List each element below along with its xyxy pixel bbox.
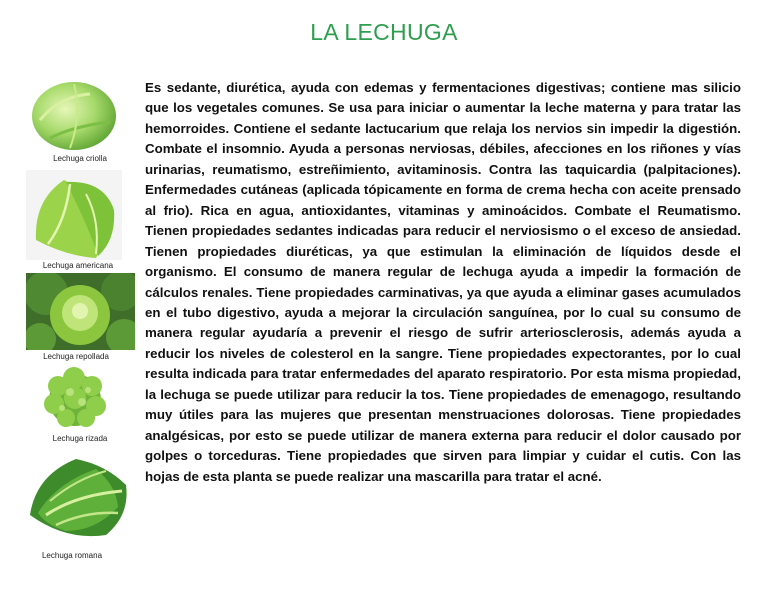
iceberg-lettuce-icon	[30, 76, 118, 152]
romaine-lettuce-icon	[26, 455, 132, 541]
butterhead-lettuce-icon	[26, 273, 135, 350]
lettuce-gallery	[0, 0, 140, 594]
curly-lettuce-icon	[40, 364, 110, 430]
caption-repollada: Lechuga repollada	[43, 352, 109, 361]
caption-romana: Lechuga romana	[41, 551, 103, 560]
body-paragraph: Es sedante, diurética, ayuda con edemas y fermentaciones digestivas; contiene mas silicio que los vegetales comunes. Se usa para iniciar o aumentar la leche materna y para tratar las hemorroides. Contiene el sedante lactucarium que relaja los nervios sin impedir la digestión. Combate el insomnio. Ayuda a personas nerviosas, débiles, afecciones en los riñones y vías urinarias, reumatismo, estreñimiento, avitaminosis. Contra las taquicardia (palpitaciones). Enfermedades cutáneas (aplicada tópicamente en forma de crema hecha con aceite prensado al frio). Rica en agua, antioxidantes, vitaminas y aminoácidos. Combate el Reumatismo. Tienen propiedades sedantes indicadas para reducir el nerviosismo o el exceso de ansiedad. Tienen propiedades diuréticas, ya que estimulan la eliminación de líquidos desde el organismo. El consumo de manera regular de lechuga ayuda a impedir la formación de cálculos renales. Tiene propiedades carminativas, ya que ayuda a eliminar gases acumulados en el tubo digestivo, ayuda a mejorar la circulación sanguínea, por lo cual su consumo de manera regular ayudaría a prevenir el riesgo de sufrir arteriosclerosis, además ayuda a reducir los niveles de colesterol en la sangre. Tiene propiedades expectorantes, por lo cual resulta indicada para tratar enfermedades del aparato respiratorio. Por esta misma propiedad, la lechuga se puede utilizar para reducir la tos. Tiene propiedades de emenagogo, resultando muy útiles para las mujeres que presentan menstruaciones dolorosas. Tiene propiedades analgésicas, por esto se puede utilizar de manera externa para reducir el dolor causado por golpes o torceduras. Tiene propiedades que sirven para limpiar y cuidar el cutis. Con las hojas de esta planta se puede realizar una mascarilla para tratar el acné.	[145, 80, 741, 484]
green-leaf-lettuce-icon	[26, 170, 122, 260]
page-title: LA LECHUGA	[310, 19, 458, 45]
caption-criolla: Lechuga criolla	[53, 154, 107, 163]
caption-rizada: Lechuga rizada	[52, 434, 108, 443]
caption-americana: Lechuga americana	[42, 261, 114, 270]
